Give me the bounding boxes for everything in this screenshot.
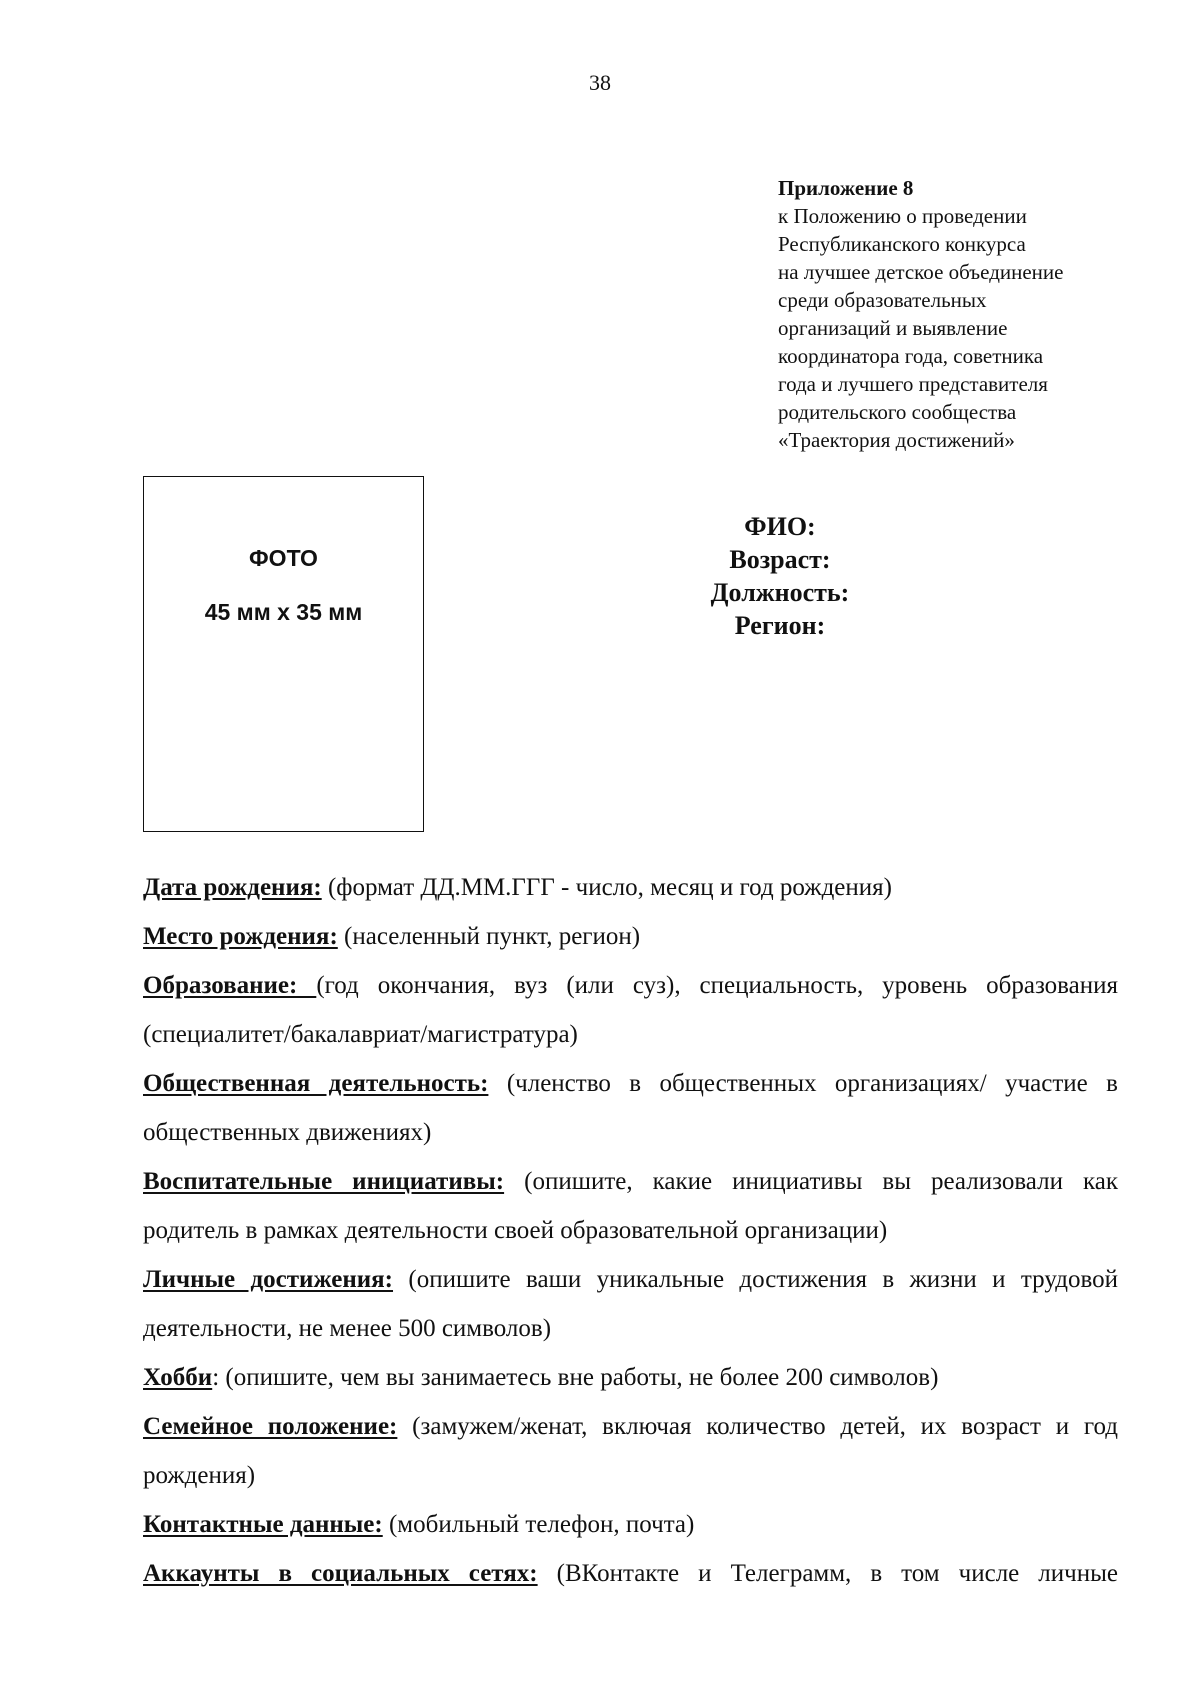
field-public-activity: [143, 1059, 1118, 1157]
photo-label: ФОТО: [249, 545, 318, 571]
field-marital-status: [143, 1402, 1118, 1500]
field-label: Личные достижения:: [143, 1266, 394, 1293]
annex-header: [778, 174, 1158, 454]
position-label: Должность:: [710, 578, 850, 607]
region-label: Регион:: [734, 611, 826, 640]
field-description: (членство в общественных организациях/ участие в общественных движениях): [143, 1070, 1118, 1146]
fio-label: ФИО:: [744, 512, 816, 541]
field-social-accounts: [143, 1549, 1118, 1598]
field-educational-initiatives: [143, 1157, 1118, 1255]
field-description: (населенный пункт, регион): [337, 923, 641, 950]
annex-line: «Траектория достижений»: [778, 428, 1015, 452]
field-birth-date: [143, 863, 1118, 912]
field-description: (ВКонтакте и Телеграмм, в том числе личные: [537, 1560, 1118, 1587]
field-contacts: [143, 1500, 1118, 1549]
field-label: Место рождения:: [143, 923, 338, 950]
field-personal-achievements: [143, 1255, 1118, 1353]
person-fields: [620, 510, 940, 642]
photo-size: 45 мм х 35 мм: [204, 599, 363, 625]
annex-title: Приложение 8: [778, 176, 914, 200]
page-number: 38: [589, 70, 611, 95]
field-label: Хобби: [143, 1364, 213, 1391]
field-description: (замужем/женат, включая количество детей, их возраст и год рождения): [143, 1413, 1119, 1489]
field-label: Семейное положение:: [143, 1413, 398, 1440]
annex-line: родительского сообщества: [778, 400, 1017, 424]
annex-line: организаций и выявление: [778, 316, 1008, 340]
annex-line: Республиканского конкурса: [778, 232, 1026, 256]
field-label: Контактные данные:: [143, 1511, 383, 1538]
annex-line: к Положению о проведении: [778, 204, 1027, 228]
annex-line: на лучшее детское объединение: [778, 260, 1064, 284]
field-birth-place: [143, 912, 1118, 961]
field-education: [143, 961, 1118, 1059]
annex-line: среди образовательных: [778, 288, 987, 312]
field-description: (опишите ваши уникальные достижения в жизни и трудовой деятельности, не менее 500 символов): [143, 1266, 1118, 1342]
field-description: (год окончания, вуз (или суз), специальность, уровень образования (специалитет/бакалавриат/магистратура): [143, 972, 1119, 1048]
field-label: Аккаунты в социальных сетях:: [143, 1560, 538, 1587]
field-label: Образование:: [143, 972, 317, 999]
photo-placeholder: [143, 476, 424, 832]
field-label: Дата рождения:: [143, 874, 322, 901]
questionnaire-fields: [143, 863, 1118, 1598]
age-label: Возраст:: [729, 545, 831, 574]
annex-line: координатора года, советника: [778, 344, 1044, 368]
annex-line: года и лучшего представителя: [778, 372, 1048, 396]
field-description: : (опишите, чем вы занимаетесь вне работы, не более 200 символов): [212, 1364, 939, 1391]
field-label: Воспитательные инициативы:: [143, 1168, 505, 1195]
field-description: (мобильный телефон, почта): [382, 1511, 695, 1538]
field-hobby: [143, 1353, 1118, 1402]
field-description: (формат ДД.ММ.ГГГ - число, месяц и год рождения): [321, 874, 892, 901]
field-description: (опишите, какие инициативы вы реализовали как родитель в рамках деятельности своей образовательной организации): [143, 1168, 1118, 1244]
field-label: Общественная деятельность:: [143, 1070, 489, 1097]
